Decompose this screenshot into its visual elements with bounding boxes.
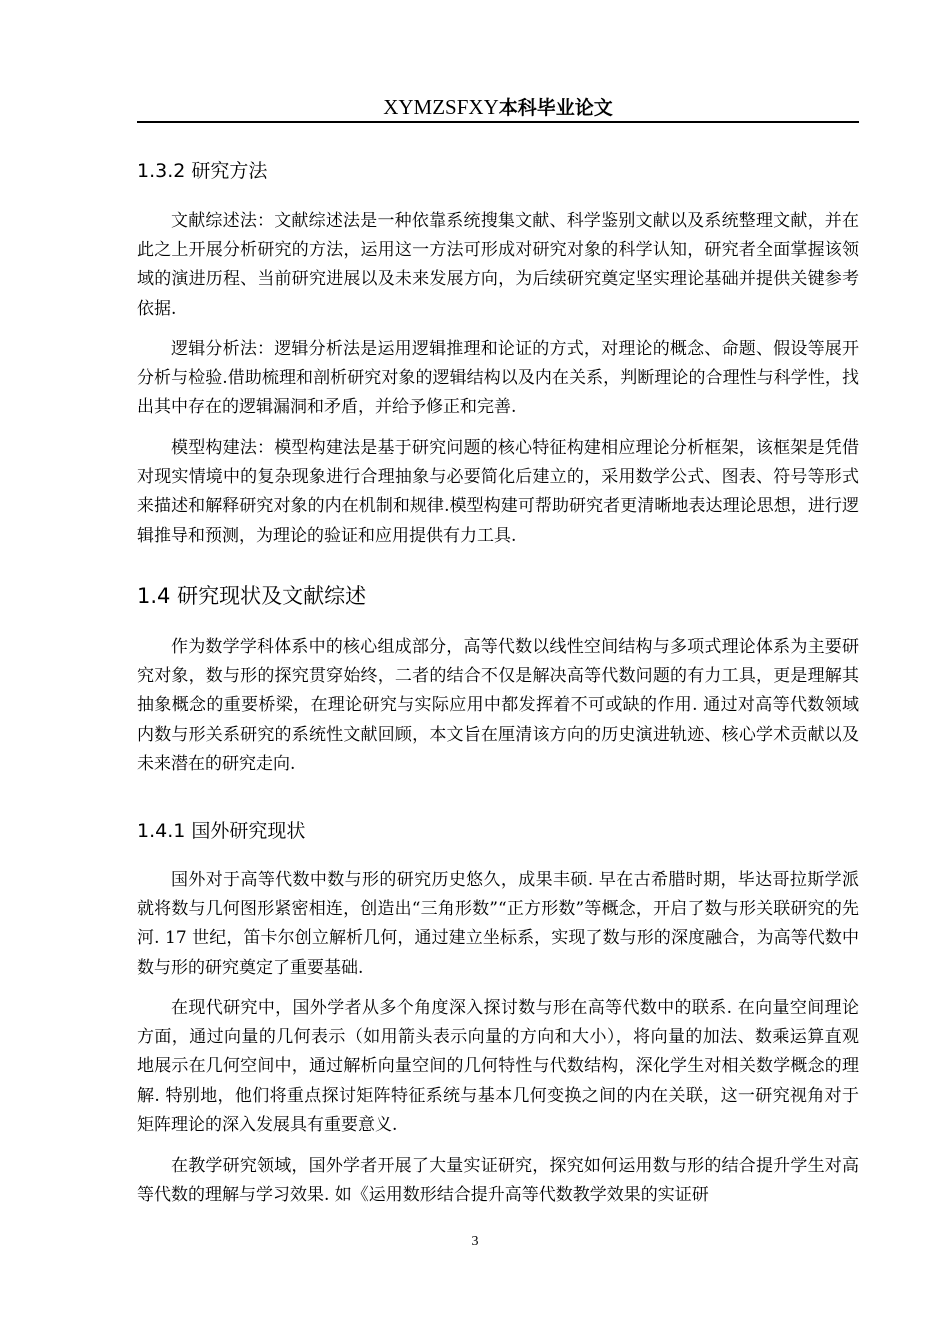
paragraph-modern-research: 在现代研究中，国外学者从多个角度深入探讨数与形在高等代数中的联系. 在向量空间理论方面，通过向量的几何表示（如用箭头表示向量的方向和大小），将向量的加法、数乘运算直观地展示在几何空间中，通过解析向量空间的几何特性与代数结构，深化学生对相关数学概念的理解. 特别地，他们将重点探讨矩阵特征系统与基本几何变换之间的内在关联，这一研究视角对于矩阵理论的深入发展具有重要意义. bbox=[137, 998, 859, 1135]
paragraph-logic-analysis: 逻辑分析法：逻辑分析法是运用逻辑推理和论证的方式，对理论的概念、命题、假设等展开分析与检验.借助梳理和剖析研究对象的逻辑结构以及内在关系，判断理论的合理性与科学性，找出其中存在的逻辑漏洞和矛盾，并给予修正和完善. bbox=[137, 339, 859, 418]
page-number: 3 bbox=[471, 1234, 479, 1249]
paragraph-literature-review: 文献综述法：文献综述法是一种依靠系统搜集文献、科学鉴别文献以及系统整理文献，并在此之上开展分析研究的方法，运用这一方法可形成对研究对象的科学认知，研究者全面掌握该领域的演进历程、当前研究进展以及未来发展方向，为后续研究奠定坚实理论基础并提供关键参考依据. bbox=[137, 211, 859, 319]
section-heading-1-4-1: 1.4.1 国外研究现状 bbox=[137, 820, 306, 842]
paragraph-overview: 作为数学学科体系中的核心组成部分，高等代数以线性空间结构与多项式理论体系为主要研究对象，数与形的探究贯穿始终，二者的结合不仅是解决高等代数问题的有力工具，更是理解其抽象概念的重要桥梁，在理论研究与实际应用中都发挥着不可或缺的作用. 通过对高等代数领域内数与形关系研究的系统性文献回顾，本文旨在厘清该方向的历史演进轨迹、核心学术贡献以及未来潜在的研究走向. bbox=[137, 637, 859, 774]
header-rule bbox=[137, 121, 859, 123]
section-heading-1-3-2: 1.3.2 研究方法 bbox=[137, 160, 268, 182]
section-heading-1-4: 1.4 研究现状及文献综述 bbox=[137, 584, 367, 608]
paragraph-model-building: 模型构建法：模型构建法是基于研究问题的核心特征构建相应理论分析框架，该框架是凭借对现实情境中的复杂现象进行合理抽象与必要简化后建立的，采用数学公式、图表、符号等形式来描述和解释研究对象的内在机制和规律.模型构建可帮助研究者更清晰地表达理论思想，进行逻辑推导和预测，为理论的验证和应用提供有力工具. bbox=[137, 438, 859, 546]
paragraph-teaching-research: 在教学研究领域，国外学者开展了大量实证研究，探究如何运用数与形的结合提升学生对高等代数的理解与学习效果. 如《运用数形结合提升高等代数教学效果的实证研 bbox=[137, 1156, 859, 1206]
header-title: 本科毕业论文 bbox=[498, 97, 613, 119]
header-code: XYMZSFXY bbox=[383, 95, 499, 119]
paragraph-history: 国外对于高等代数中数与形的研究历史悠久，成果丰硕. 早在古希腊时期，毕达哥拉斯学派就将数与几何图形紧密相连，创造出“三角形数”“正方形数”等概念，开启了数与形关联研究的先河. 17 世纪，笛卡尔创立解析几何，通过建立坐标系，实现了数与形的深度融合，为高等代数中数与形的研究奠定了重要基础. bbox=[137, 870, 859, 978]
page-header bbox=[137, 92, 859, 123]
